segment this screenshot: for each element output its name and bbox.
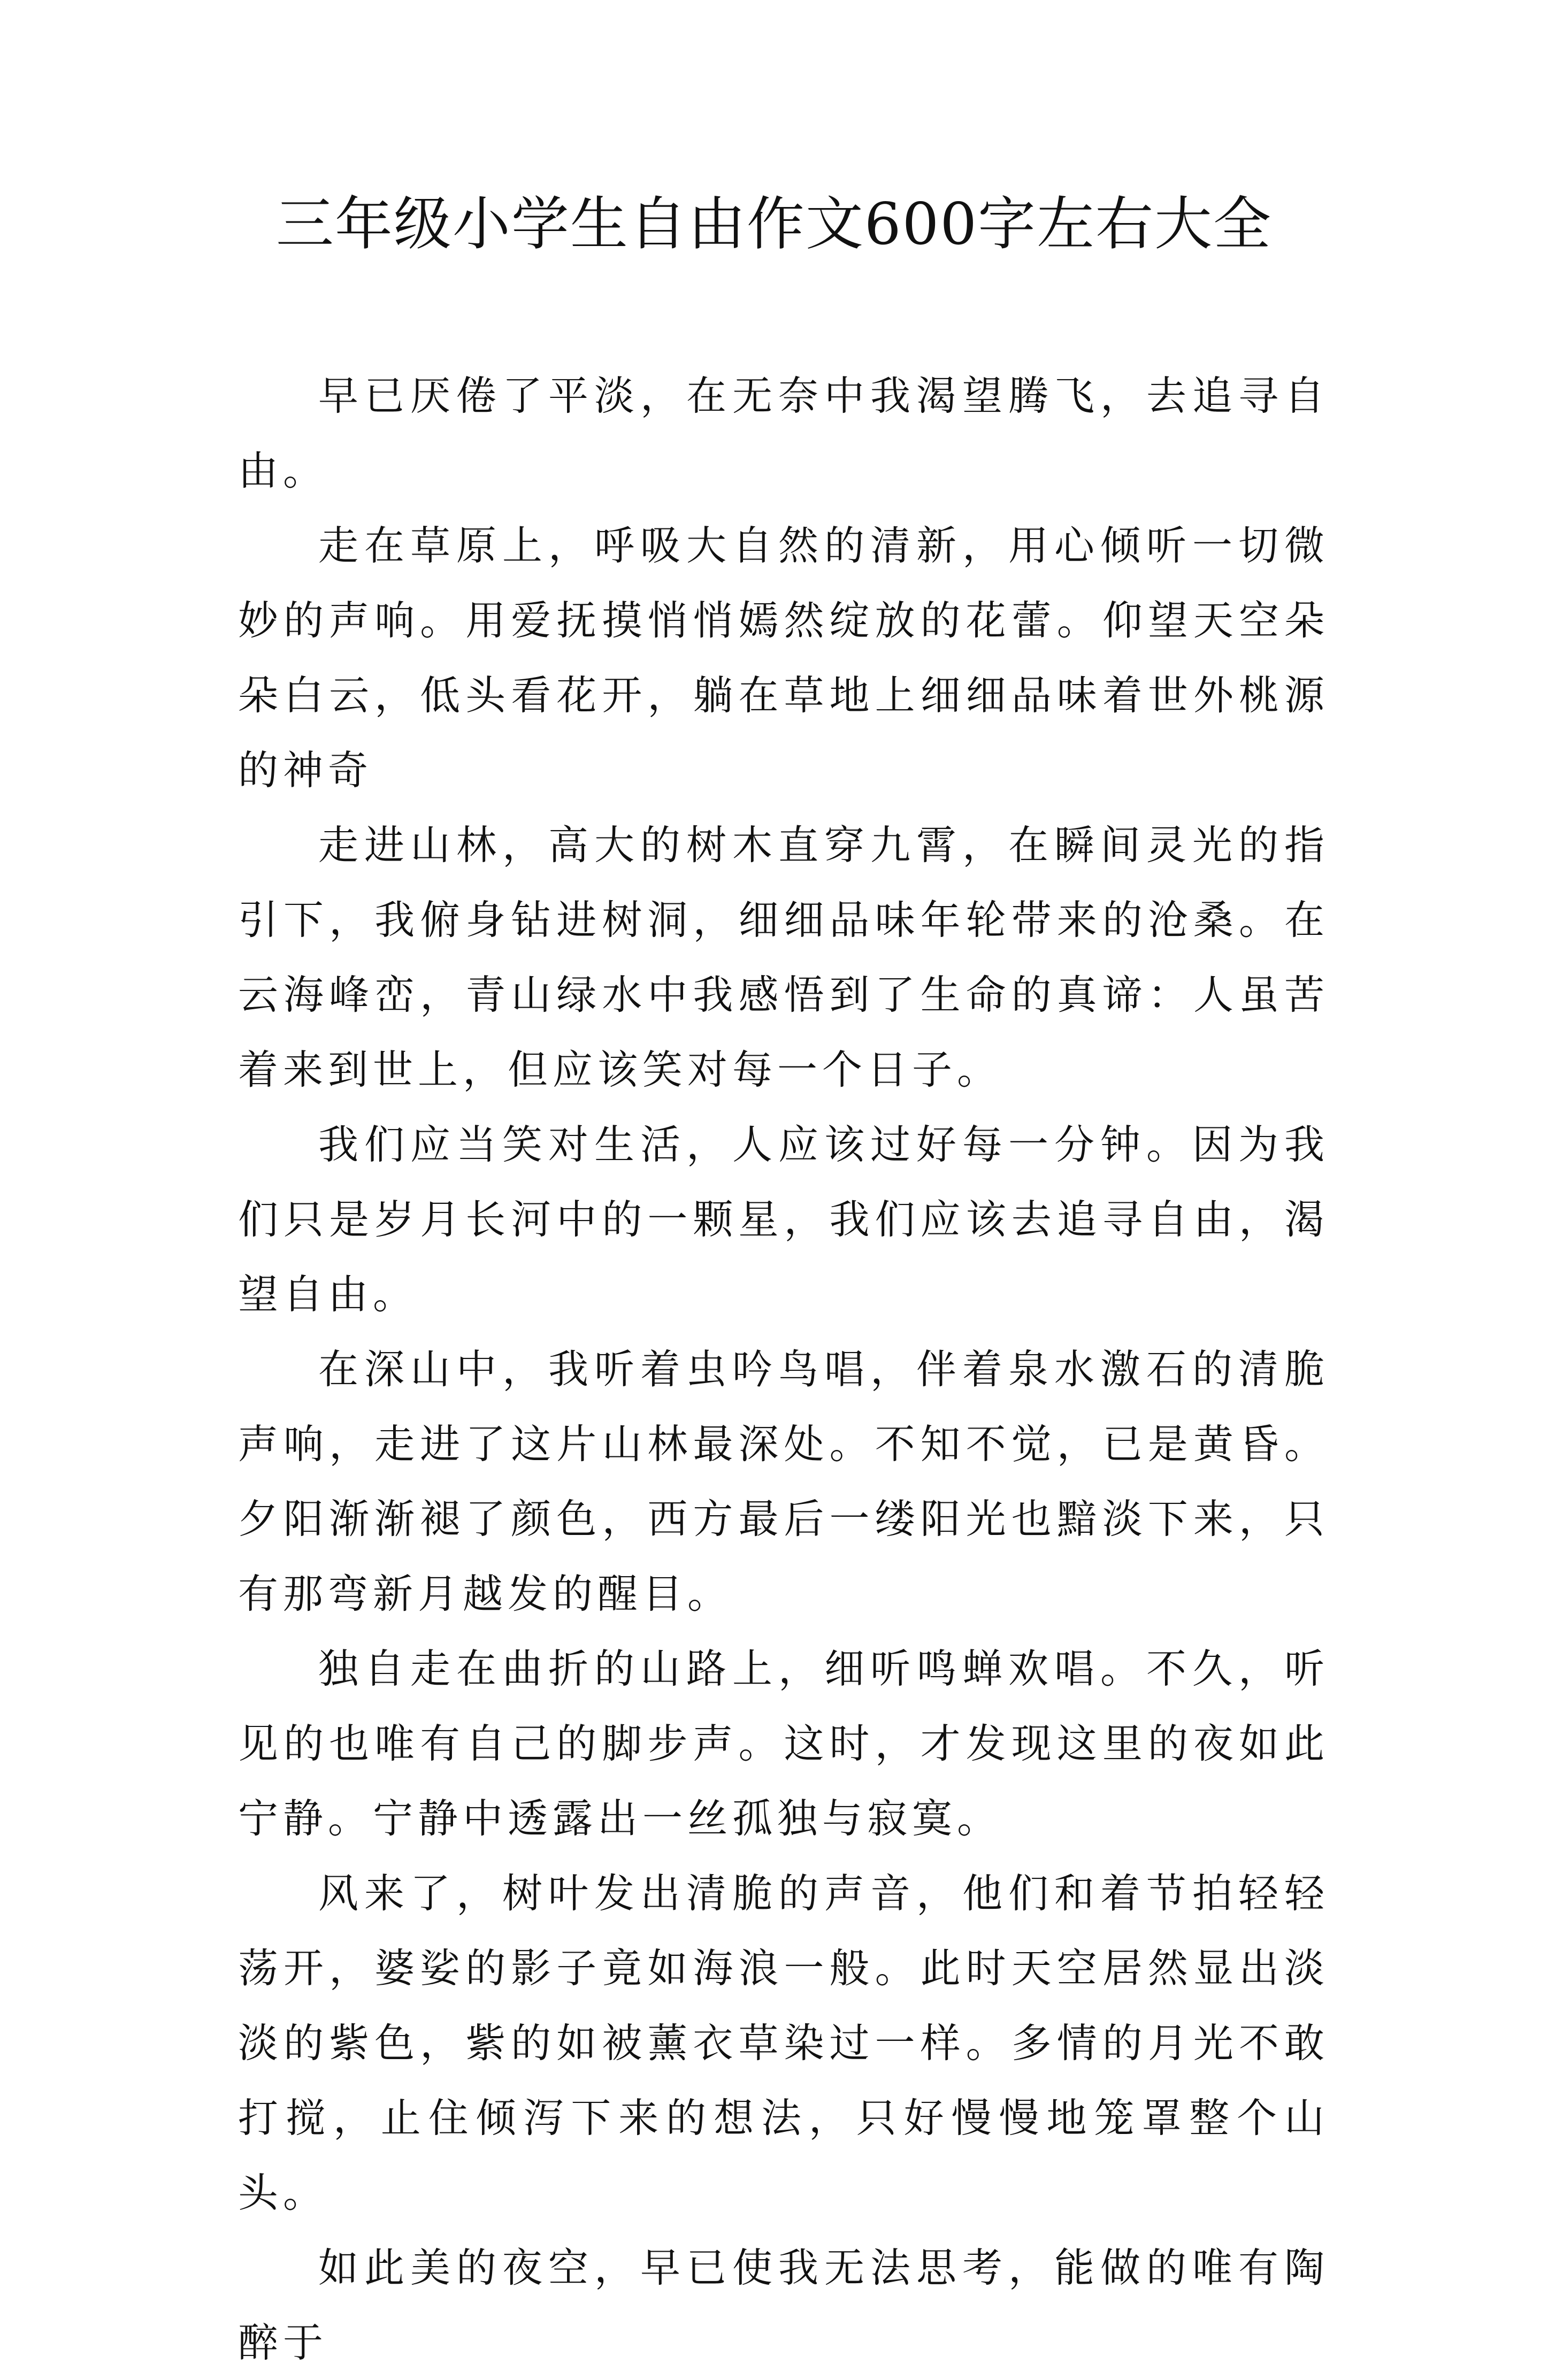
- paragraph-6: 独自走在曲折的山路上，细听鸣蝉欢唱。不久，听见的也唯有自己的脚步声。这时，才发现这里的夜如此宁静。宁静中透露出一丝孤独与寂寞。: [238, 1645, 1329, 1842]
- document-body: [238, 358, 1329, 2380]
- paragraph-3: 走进山林，高大的树木直穿九霄，在瞬间灵光的指引下，我俯身钻进树洞，细细品味年轮带来的沧桑。在云海峰峦，青山绿水中我感悟到了生命的真谛：人虽苦着来到世上，但应该笑对每一个日子。: [238, 822, 1329, 1093]
- paragraph-8: 如此美的夜空，早已使我无法思考，能做的唯有陶醉于: [238, 2244, 1329, 2366]
- document-title: 三年级小学生自由作文600字左右大全: [275, 191, 1273, 258]
- paragraph-5: 在深山中，我听着虫吟鸟唱，伴着泉水激石的清脆声响，走进了这片山林最深处。不知不觉，已是黄昏。夕阳渐渐褪了颜色，西方最后一缕阳光也黯淡下来，只有那弯新月越发的醒目。: [238, 1346, 1329, 1617]
- paragraph-2: 走在草原上，呼吸大自然的清新，用心倾听一切微妙的声响。用爱抚摸悄悄嫣然绽放的花蕾。仰望天空朵朵白云，低头看花开，躺在草地上细细品味着世外桃源的神奇: [238, 522, 1329, 794]
- paragraph-1: 早已厌倦了平淡，在无奈中我渴望腾飞，去追寻自由。: [238, 372, 1329, 494]
- paragraph-7: 风来了，树叶发出清脆的声音，他们和着节拍轻轻荡开，婆娑的影子竟如海浪一般。此时天空居然显出淡淡的紫色，紫的如被薰衣草染过一样。多情的月光不敢打搅，止住倾泻下来的想法，只好慢慢地笼罩整个山头。: [238, 1870, 1329, 2216]
- paragraph-4: 我们应当笑对生活，人应该过好每一分钟。因为我们只是岁月长河中的一颗星，我们应该去追寻自由，渴望自由。: [238, 1121, 1329, 1318]
